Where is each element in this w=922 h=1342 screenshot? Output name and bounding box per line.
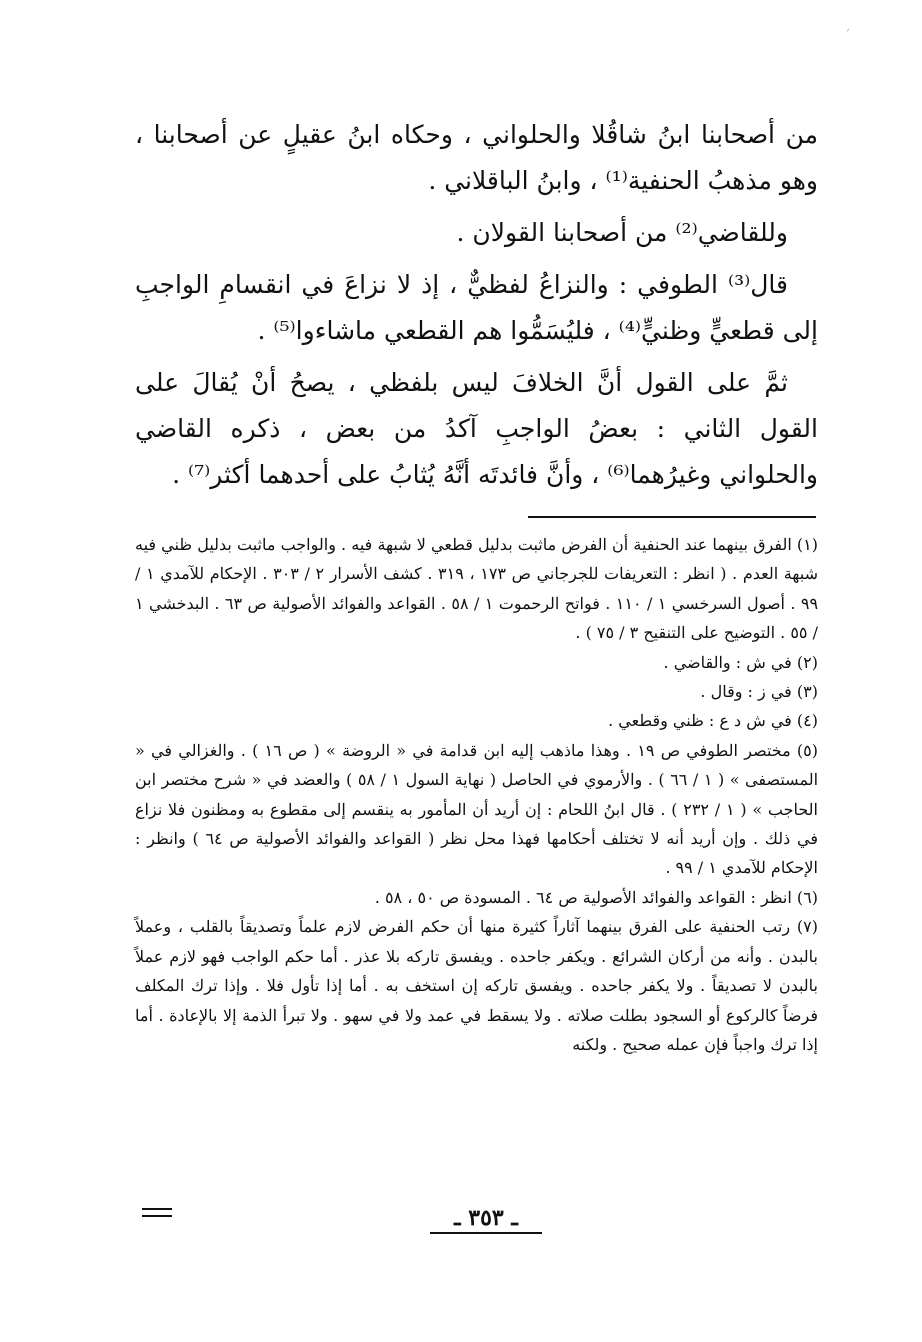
footnote-number: (٣) xyxy=(796,682,818,702)
scan-mark: ﹶ xyxy=(845,26,856,40)
footnote-7 xyxy=(135,912,818,1059)
footnotes-block xyxy=(135,530,818,1059)
footnote-text: في ز : وقال . xyxy=(700,682,792,702)
footnote-text: في ش : والقاضي . xyxy=(663,652,792,672)
main-paragraph-3: قال⁽³⁾ الطوفي : والنزاعُ لفظيٌّ ، إذ لا نزاعَ في انقسامِ الواجبِ إلى قطعيٍّ وظنيٍّ⁽⁴⁾ ، فليُسَمُّوا هم القطعي ماشاءوا⁽⁵⁾ . xyxy=(135,270,818,345)
main-paragraph-4: ثمَّ على القول أنَّ الخلافَ ليس بلفظي ، يصحُ أنْ يُقالَ على القول الثاني : بعضُ الواجبِ آكدُ من بعض ، ذكره القاضي والحلواني وغيرُهما⁽⁶⁾ ، وأنَّ فائدتَه أنَّهُ يُثابُ على أحدهما أكثر⁽⁷⁾ . xyxy=(135,368,818,489)
footnote-number: (٥) xyxy=(796,740,819,760)
main-paragraph-2: وللقاضي⁽²⁾ من أصحابنا القولان . xyxy=(456,218,788,247)
footnote-3 xyxy=(135,677,818,706)
footnote-6 xyxy=(135,883,818,912)
main-text-block xyxy=(135,112,818,498)
continuation-mark xyxy=(142,1208,172,1222)
footnote-4 xyxy=(135,706,818,735)
footnote-1 xyxy=(135,530,818,648)
footnote-text: مختصر الطوفي ص ١٩ . وهذا ماذهب إليه ابن قدامة في « الروضة » ( ص ١٦ ) . والغزالي في « المستصفى » ( ١ / ٦٦ ) . والأرموي في الحاصل ( نهاية السول ١ / ٥٨ ) والعضد في « شرح مختصر ابن الحاجب » ( ١ / ٢٣٢ ) . قال ابنُ اللحام : إن أريد أن المأمور به ينقسم إلى مقطوع به ومظنون فلا نزاع في ذلك . وإن أريد أنه لا تختلف أحكامها فهذا محل نظر ( القواعد والفوائد الأصولية ص ٦٤ ) وانظر : الإحكام للآمدي ١ / ٩٩ . xyxy=(135,740,819,878)
main-paragraph-1: من أصحابنا ابنُ شاقُلا والحلواني ، وحكاه ابنُ عقيلٍ عن أصحابنا ، وهو مذهبُ الحنفية⁽¹⁾ ، وابنُ الباقلاني . xyxy=(135,120,818,195)
footnote-divider xyxy=(528,516,816,518)
footnote-text: رتب الحنفية على الفرق بينهما آثاراً كثيرة منها أن حكم الفرض لازم علماً وتصديقاً بالقلب ، وعملاً بالبدن . وأنه من أركان الشرائع . ويكفر جاحده . ويفسق تاركه بلا عذر . أما حكم الواجب فهو لازم عملاً بالبدن لا تصديقاً . ولا يكفر جاحده . ويفسق تاركه إن استخف به . أما إذا تأول فلا . وإذا ترك المكلف فرضاً كالركوع أو السجود بطلت صلاته . ولا يسقط في عمد ولا في سهو . ولا تبرأ الذمة إلا بالإعادة . أما إذا ترك واجباً فإن عمله صحيح . ولكنه xyxy=(135,917,818,1054)
footnote-text: الفرق بينهما عند الحنفية أن الفرض ماثبت بدليل قطعي لا شبهة فيه . والواجب ماثبت بدليل ظني فيه شبهة العدم . ( انظر : التعريفات للجرجاني ص ١٧٣ ، ٣١٩ . كشف الأسرار ٢ / ٣٠٣ . الإحكام للآمدي ١ / ٩٩ . أصول السرخسي ١ / ١١٠ . فواتح الرحموت ١ / ٥٨ . القواعد والفوائد الأصولية ص ٦٣ . البدخشي ١ / ٥٥ . التوضيح على التنقيح ٣ / ٧٥ ) . xyxy=(135,535,819,643)
footnote-number: (١) xyxy=(796,535,818,554)
footnote-2 xyxy=(135,648,818,677)
footnote-5 xyxy=(135,736,818,883)
page-number: ـ ٣٥٣ ـ xyxy=(430,1204,542,1234)
continuation-line xyxy=(142,1215,172,1217)
footnote-text: في ش د ع : ظني وقطعي . xyxy=(608,711,792,731)
continuation-line xyxy=(142,1208,172,1210)
footnote-number: (٧) xyxy=(796,917,818,937)
footnote-text: انظر : القواعد والفوائد الأصولية ص ٦٤ . المسودة ص ٥٠ ، ٥٨ . xyxy=(374,887,792,907)
footnote-number: (٦) xyxy=(796,887,818,907)
footnote-number: (٤) xyxy=(796,711,818,731)
footnote-number: (٢) xyxy=(796,652,818,672)
